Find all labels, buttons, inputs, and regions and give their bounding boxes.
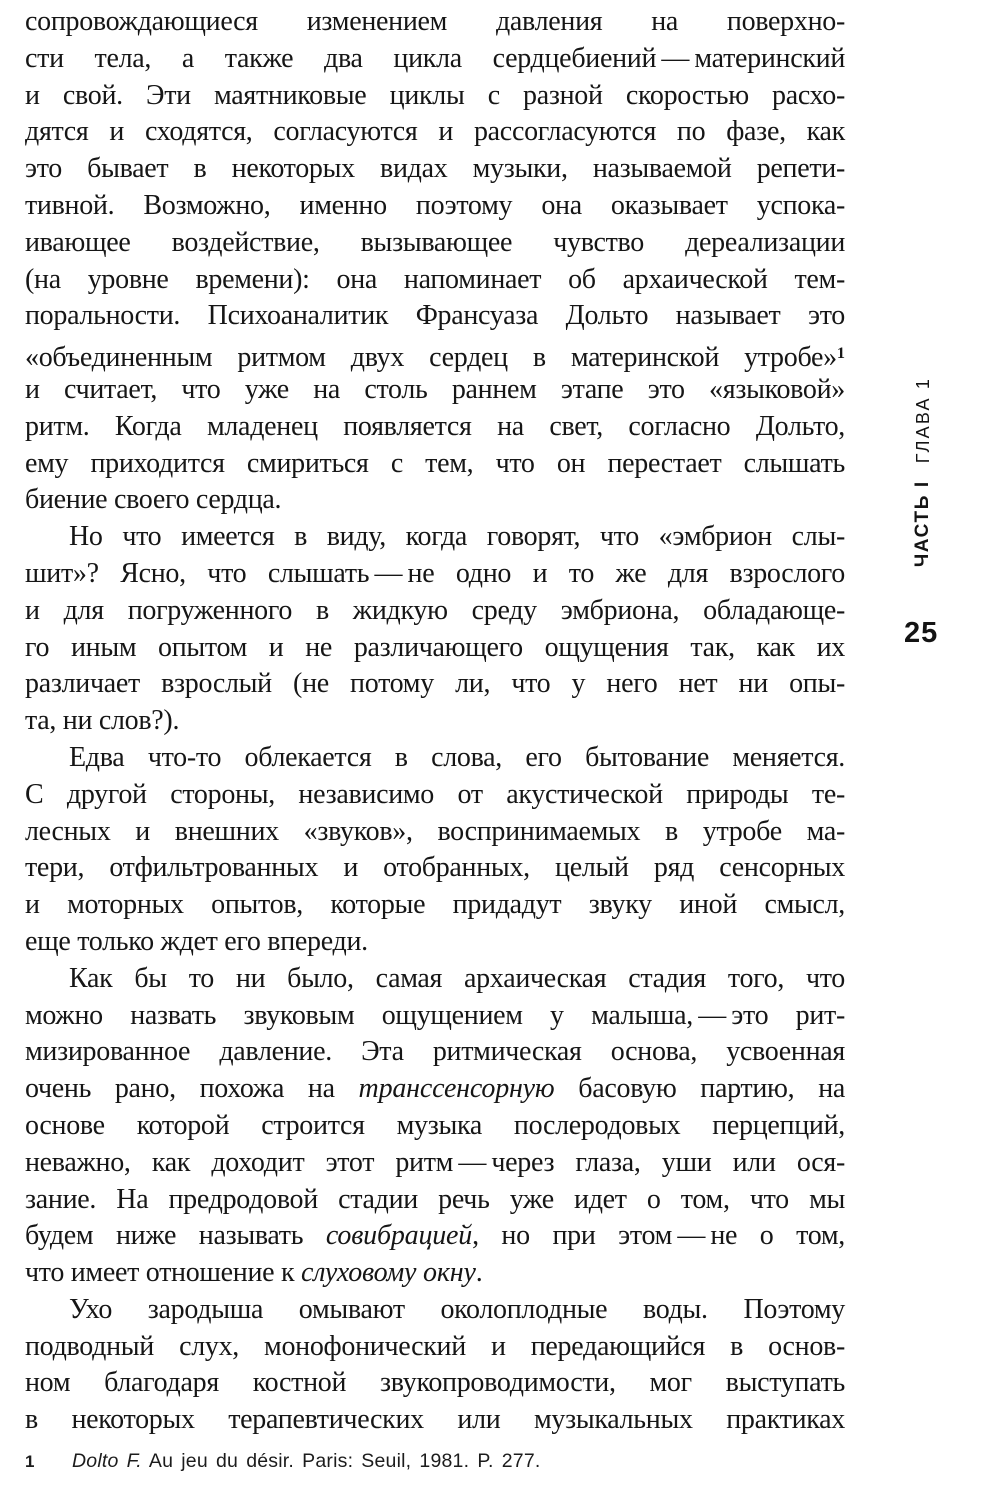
text-line: биение своего сердца. bbox=[25, 484, 282, 516]
text-line: зание. На предродовой стадии речь уже идет о том, что мы bbox=[25, 1183, 845, 1215]
paragraph bbox=[25, 1292, 845, 1439]
text-line: различает взрослый (не потому ли, что у него нет ни опы- bbox=[25, 668, 845, 700]
text-line: и моторных опытов, которые придадут звуку иной смысл, bbox=[25, 889, 845, 921]
text-line: и для погруженного в жидкую среду эмбриона, обладающе- bbox=[25, 594, 845, 626]
text-line: Едва что-то облекается в слова, его бытование меняется. bbox=[69, 741, 845, 773]
text-line: ему приходится смириться с тем, что он перестает слышать bbox=[25, 447, 845, 479]
footnote-marker: 1 bbox=[25, 1452, 35, 1471]
text-line: еще только ждет его впереди. bbox=[25, 925, 368, 957]
text-line: основе которой строится музыка послеродовых перцепций, bbox=[25, 1109, 845, 1141]
text-line: и свой. Эти маятниковые циклы с разной скоростью расхо- bbox=[25, 79, 845, 111]
text-line: тивной. Возможно, именно поэтому она оказывает успока- bbox=[25, 189, 845, 221]
footnote bbox=[25, 1450, 805, 1473]
text-line: неважно, как доходит этот ритм — через глаза, уши или ося- bbox=[25, 1146, 845, 1178]
text-line: (на уровне времени): она напоминает об архаической тем- bbox=[25, 263, 845, 295]
text-line: и считает, что уже на столь раннем этапе это «языковой» bbox=[25, 373, 845, 405]
text-line: ритм. Когда младенец появляется на свет, согласно Дольто, bbox=[25, 410, 845, 442]
text-line: «объединенным ритмом двух сердец в материнской утробе»$^1$ bbox=[25, 342, 845, 374]
text-line: С другой стороны, независимо от акустической природы те- bbox=[25, 778, 845, 810]
text-line: Как бы то ни было, самая архаическая стадия того, что bbox=[69, 962, 845, 994]
text-line: очень рано, похожа на транссенсорную басовую партию, на bbox=[25, 1073, 846, 1105]
text-line: что имеет отношение к слуховому окну. bbox=[25, 1257, 483, 1289]
margin-label bbox=[911, 352, 935, 592]
text-line: сти тела, а также два цикла сердцебиений — материнский bbox=[25, 42, 845, 74]
paragraph bbox=[25, 519, 845, 740]
text-block bbox=[25, 4, 845, 1439]
text-line: ном благодаря костной звукопроводимости, мог выступать bbox=[25, 1367, 845, 1399]
text-line: шит»? Ясно, что слышать — не одно и то же для взрослого bbox=[25, 557, 845, 589]
margin-chapter-label: ГЛАВА 1 bbox=[912, 376, 933, 464]
text-line: будем ниже называть совибрацией, но при этом — не о том, bbox=[25, 1220, 846, 1252]
text-line: поральности. Психоаналитик Франсуаза Дольто называет это bbox=[25, 300, 845, 332]
paragraph bbox=[25, 740, 845, 961]
paragraph bbox=[25, 4, 845, 519]
text-line: та, ни слов?). bbox=[25, 705, 180, 737]
text-line: подводный слух, монофонический и передающийся в основ- bbox=[25, 1330, 845, 1362]
text-line: Ухо зародыша омывают околоплодные воды. Поэтому bbox=[69, 1293, 845, 1325]
text-line: можно назвать звуковым ощущением у малыша, — это рит- bbox=[25, 999, 845, 1031]
text-line: тери, отфильтрованных и отобранных, целый ряд сенсорных bbox=[25, 852, 845, 884]
text-line: Но что имеется в виду, когда говорят, что «эмбрион слы- bbox=[69, 521, 845, 553]
text-line: сопровождающиеся изменением давления на поверхно- bbox=[25, 6, 845, 37]
margin-part-label: ЧАСТЬ I bbox=[912, 480, 933, 568]
text-line: лесных и внешних «звуков», воспринимаемых в утробе ма- bbox=[25, 815, 845, 847]
text-line: го иным опытом и не различающего ощущения так, как их bbox=[25, 631, 845, 663]
text-line: ивающее воздействие, вызывающее чувство дереализации bbox=[25, 226, 845, 258]
page-number: 25 bbox=[904, 617, 939, 649]
text-line: в некоторых терапевтических или музыкальных практиках bbox=[25, 1404, 845, 1436]
footnote-text: Dolto F. Au jeu du désir. Paris: Seuil, 1981. P. 277. bbox=[72, 1450, 541, 1472]
text-line: это бывает в некоторых видах музыки, называемой репети- bbox=[25, 153, 845, 185]
text-line: дятся и сходятся, согласуются и рассогласуются по фазе, как bbox=[25, 116, 845, 148]
text-line: мизированное давление. Эта ритмическая основа, усвоенная bbox=[25, 1036, 845, 1068]
paragraph bbox=[25, 961, 845, 1292]
